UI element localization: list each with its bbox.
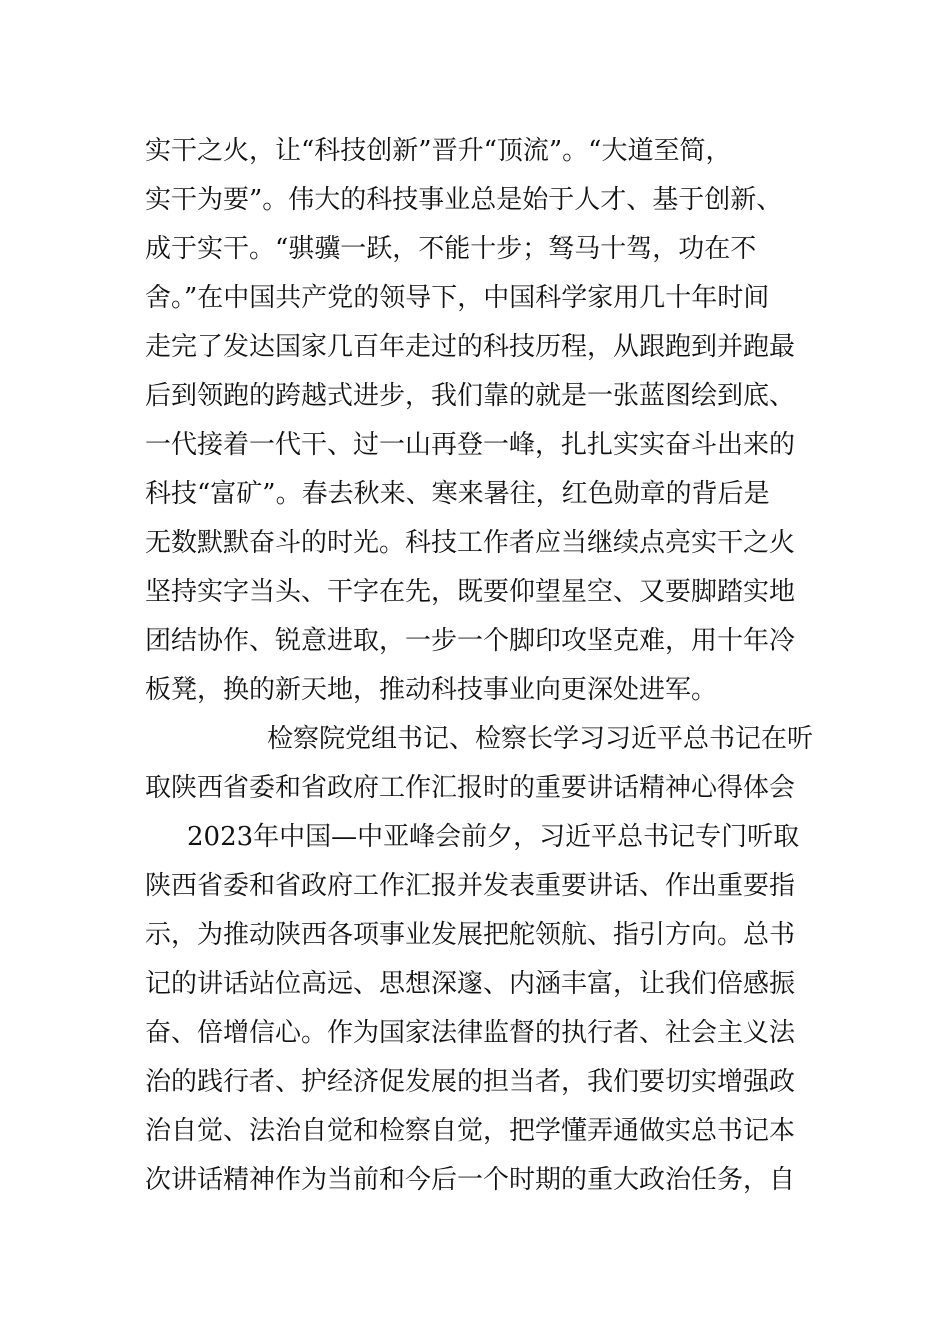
title-line: 检察院党组书记、检察长学习习近平总书记在听 <box>267 724 814 754</box>
text-line: 走完了发达国家几百年走过的科技历程，从跟跑到并跑最 <box>145 332 796 362</box>
text-line: 奋、倍增信心。作为国家法律监督的执行者、社会主义法 <box>145 1018 796 1048</box>
text-line: 陕西省委和省政府工作汇报并发表重要讲话、作出重要指 <box>145 871 796 901</box>
text-line: 示，为推动陕西各项事业发展把舵领航、指引方向。总书 <box>145 920 796 950</box>
text-line: 无数默默奋斗的时光。科技工作者应当继续点亮实干之火 <box>145 528 796 558</box>
text-line: 科技“富矿”。春去秋来、寒来暑往，红色勋章的背后是 <box>145 479 770 509</box>
paragraph-science-innovation <box>145 127 815 715</box>
text-line: 实干之火，让“科技创新”晋升“顶流”。“大道至简， <box>145 136 732 166</box>
text-line: 成于实干。“骐骥一跃，不能十步；驽马十驾，功在不 <box>145 234 757 264</box>
text-line: 一代接着一代干、过一山再登一峰，扎扎实实奋斗出来的 <box>145 430 796 460</box>
text-line: 团结协作、锐意进取，一步一个脚印攻坚克难，用十年冷 <box>145 626 796 656</box>
title-line: 取陕西省委和省政府工作汇报时的重要讲话精神心得体会 <box>145 773 796 803</box>
text-line: 实干为要”。伟大的科技事业总是始于人才、基于创新、 <box>145 185 783 215</box>
text-line: 坚持实字当头、干字在先，既要仰望星空、又要脚踏实地 <box>145 577 796 607</box>
text-line: 治的践行者、护经济促发展的担当者，我们要切实增强政 <box>145 1067 796 1097</box>
text-line: 记的讲话站位高远、思想深邃、内涵丰富，让我们倍感振 <box>145 969 796 999</box>
section-title <box>145 715 815 813</box>
text-line: 后到领跑的跨越式进步，我们靠的就是一张蓝图绘到底、 <box>145 381 796 411</box>
document-body <box>145 127 815 1205</box>
text-line: 板凳，换的新天地，推动科技事业向更深处进军。 <box>145 675 718 705</box>
text-line: 治自觉、法治自觉和检察自觉，把学懂弄通做实总书记本 <box>145 1116 796 1146</box>
paragraph-procuratorate <box>145 813 815 1205</box>
text-line: 2023年中国—中亚峰会前夕，习近平总书记专门听取 <box>187 822 800 852</box>
text-line: 次讲话精神作为当前和今后一个时期的重大政治任务，自 <box>145 1165 796 1195</box>
text-line: 舍。”在中国共产党的领导下，中国科学家用几十年时间 <box>145 283 770 313</box>
